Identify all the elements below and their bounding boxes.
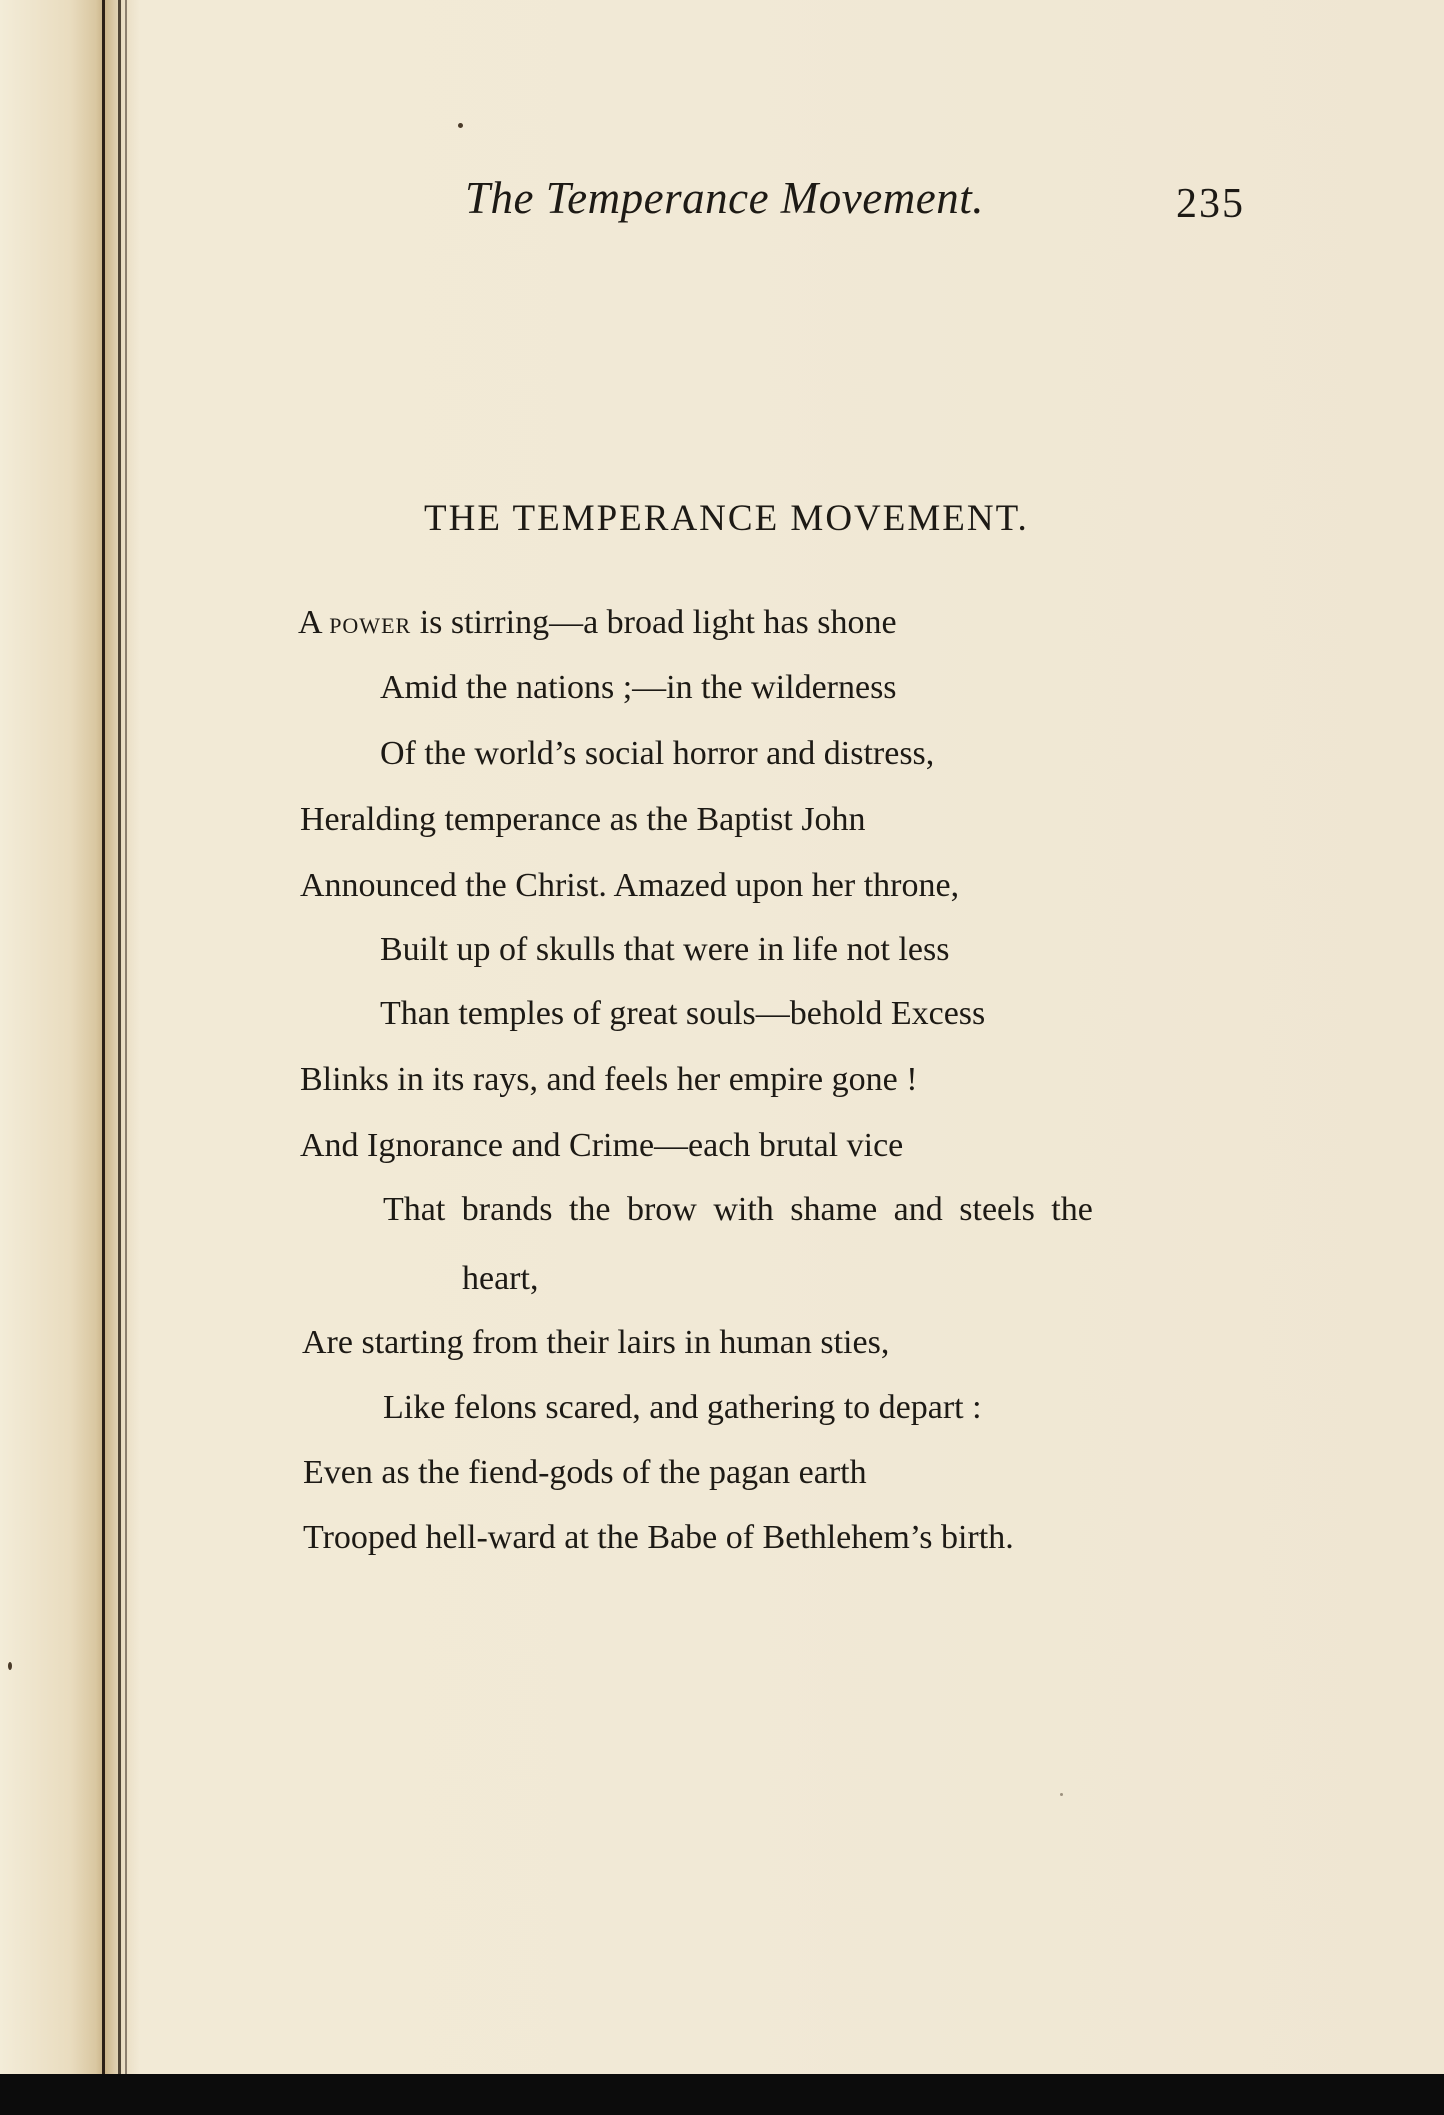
poem-line: Heralding temperance as the Baptist John: [300, 801, 866, 838]
poem-line: Even as the fiend-gods of the pagan earth: [303, 1454, 867, 1491]
binding-edge: [125, 0, 127, 2074]
poem-line: Of the world’s social horror and distress,: [380, 735, 935, 772]
paper-speck: [1060, 1793, 1063, 1796]
poem-line: Built up of skulls that were in life not less: [380, 931, 950, 968]
poem-line: Amid the nations ;—in the wilderness: [380, 669, 897, 706]
poem-line: Announced the Christ. Amazed upon her throne,: [300, 867, 960, 904]
poem-line: That brands the brow with shame and steels the: [383, 1191, 1093, 1228]
poem-line: Blinks in its rays, and feels her empire gone !: [300, 1061, 918, 1098]
poem-line-smallcaps: power: [329, 604, 412, 640]
poem-line: Are starting from their lairs in human sties,: [302, 1324, 890, 1361]
poem-title: THE TEMPERANCE MOVEMENT.: [424, 498, 1029, 539]
binding-edge: [102, 0, 105, 2074]
poem-line-initial: A: [298, 604, 321, 641]
page-number: 235: [1176, 181, 1245, 227]
paper-speck: [8, 1662, 12, 1670]
poem-line-rest: is stirring—a broad light has shone: [411, 604, 897, 641]
binding-edge: [118, 0, 121, 2074]
poem-line: Than temples of great souls—behold Excess: [380, 995, 986, 1032]
scan-border: [0, 2074, 1444, 2115]
poem-line: [298, 606, 897, 640]
poem-line: Trooped hell-ward at the Babe of Bethlehem’s birth.: [303, 1519, 1014, 1556]
poem-line: Like felons scared, and gathering to depart :: [383, 1389, 982, 1426]
running-head: The Temperance Movement.: [465, 173, 984, 223]
poem-line: heart,: [462, 1260, 539, 1297]
paper-speck: [458, 123, 463, 128]
poem-line: And Ignorance and Crime—each brutal vice: [300, 1127, 904, 1164]
